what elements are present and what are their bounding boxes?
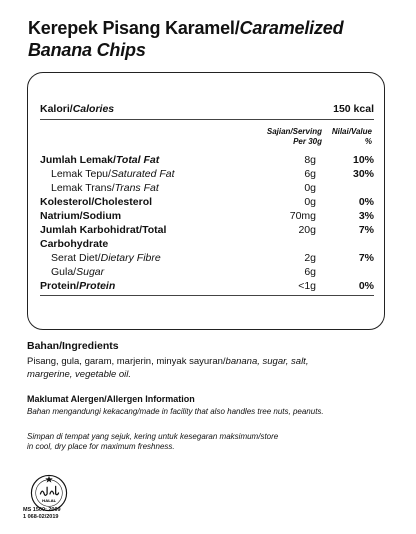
nutrient-amount: 20g <box>298 224 316 236</box>
nutrient-label <box>51 182 159 195</box>
nutrient-label <box>40 196 152 209</box>
nutrient-percent: 0% <box>358 196 374 208</box>
nutrient-label <box>40 210 121 223</box>
allergen-heading: Maklumat Alergen/Allergen Information <box>27 394 195 404</box>
nutrient-name-malay: Carbohydrate <box>40 238 109 250</box>
nutrient-name-malay: Lemak Trans/ <box>51 182 115 194</box>
allergen-text <box>27 407 387 417</box>
nutrition-bottom-divider <box>40 295 374 296</box>
storage-text <box>27 432 387 452</box>
nutrient-amount: 70mg <box>289 210 316 222</box>
nutrient-name-english: Sugar <box>76 266 105 278</box>
nutrient-name-malay: Jumlah Lemak/ <box>40 154 116 166</box>
nutrient-name-malay: Natrium/Sodium <box>40 210 122 222</box>
nutrient-amount: 8g <box>304 154 316 166</box>
nutrient-row <box>40 252 374 265</box>
nutrient-name-malay: Gula/ <box>51 266 77 278</box>
nutrient-row <box>40 168 374 181</box>
ingredients-malay: Pisang, gula, garam, marjerin, minyak sayuran/ <box>27 356 226 367</box>
nutrient-name-english: Saturated Fat <box>110 168 175 180</box>
value-header-line1: Nilai/Value <box>331 127 372 136</box>
storage-english-1: store <box>260 432 279 441</box>
calories-divider <box>40 119 374 120</box>
allergen-english: made in facility that also handles tree nuts, peanuts. <box>139 407 324 416</box>
nutrient-label <box>51 252 161 265</box>
nutrient-percent: 7% <box>358 252 374 264</box>
allergen-malay: Bahan mengandungi kekacang/ <box>27 407 140 416</box>
nutrient-name-english: Dietary Fibre <box>100 252 161 264</box>
nutrient-label <box>40 238 108 251</box>
storage-malay: Simpan di tempat yang sejuk, kering untuk kesegaran maksimum/ <box>27 432 261 441</box>
nutrient-name-english: Trans Fat <box>114 182 159 194</box>
nutrient-name-malay: Protein/ <box>40 280 80 292</box>
nutrient-name-malay: Kolesterol/Cholesterol <box>40 196 153 208</box>
nutrient-percent: 0% <box>358 280 374 292</box>
nutrient-name-malay: Serat Diet/ <box>51 252 101 264</box>
calories-value: 150 kcal <box>333 103 374 115</box>
ingredients-text <box>27 355 387 381</box>
nutrient-row <box>40 182 374 195</box>
serving-header <box>246 127 322 146</box>
nutrient-percent: 7% <box>358 224 374 236</box>
ms-cert-number: 1 068-02/2019 <box>23 514 59 520</box>
nutrient-label <box>40 280 115 293</box>
nutrition-facts-panel <box>27 72 385 330</box>
nutrient-name-malay: Lemak Tepu/ <box>51 168 111 180</box>
value-header-line2: % <box>364 136 372 146</box>
nutrient-name-english: Protein <box>79 280 116 292</box>
nutrient-label <box>40 154 159 167</box>
ingredients-english-2: margerine, vegetable oil. <box>27 369 132 380</box>
halal-logo-text: HALAL <box>42 498 56 504</box>
serving-header-line1: Sajian/Serving <box>266 127 322 136</box>
nutrient-label <box>51 266 104 279</box>
nutrient-row <box>40 280 374 293</box>
value-header <box>322 127 372 146</box>
nutrient-name-malay: Jumlah Karbohidrat/Total <box>40 224 167 236</box>
nutrient-amount: 6g <box>304 168 316 180</box>
calories-row <box>40 103 374 115</box>
product-title <box>28 17 343 61</box>
nutrient-row <box>40 154 374 167</box>
calories-label: Kalori/ <box>40 103 73 115</box>
nutrient-name-english: Total Fat <box>115 154 160 166</box>
storage-english-2: in cool, dry place for maximum freshness. <box>27 442 175 451</box>
ms-standard: MS 1500: 2009 <box>23 507 61 513</box>
nutrient-row <box>40 238 374 251</box>
serving-header-line2: Per 30g <box>293 136 322 146</box>
title-english-part1: Caramelized <box>239 18 344 38</box>
nutrient-percent: 30% <box>352 168 374 180</box>
nutrient-percent: 10% <box>352 154 374 166</box>
ms-certification <box>23 507 61 521</box>
nutrient-row <box>40 224 374 237</box>
nutrient-row <box>40 210 374 223</box>
title-malay: Kerepek Pisang Karamel/ <box>28 18 240 38</box>
nutrient-amount: 2g <box>304 252 316 264</box>
nutrient-row <box>40 266 374 279</box>
nutrient-amount: 0g <box>304 182 316 194</box>
nutrient-amount: 6g <box>304 266 316 278</box>
nutrient-label <box>51 168 175 181</box>
ingredients-english-1: banana, sugar, salt, <box>225 356 309 367</box>
nutrient-row <box>40 196 374 209</box>
ingredients-heading: Bahan/Ingredients <box>27 340 119 352</box>
calories-label-en: Calories <box>72 103 115 115</box>
nutrient-amount: 0g <box>304 196 316 208</box>
nutrient-percent: 3% <box>358 210 374 222</box>
title-english-part2: Banana Chips <box>28 40 146 60</box>
nutrient-amount: <1g <box>298 280 316 292</box>
nutrient-label <box>40 224 166 237</box>
